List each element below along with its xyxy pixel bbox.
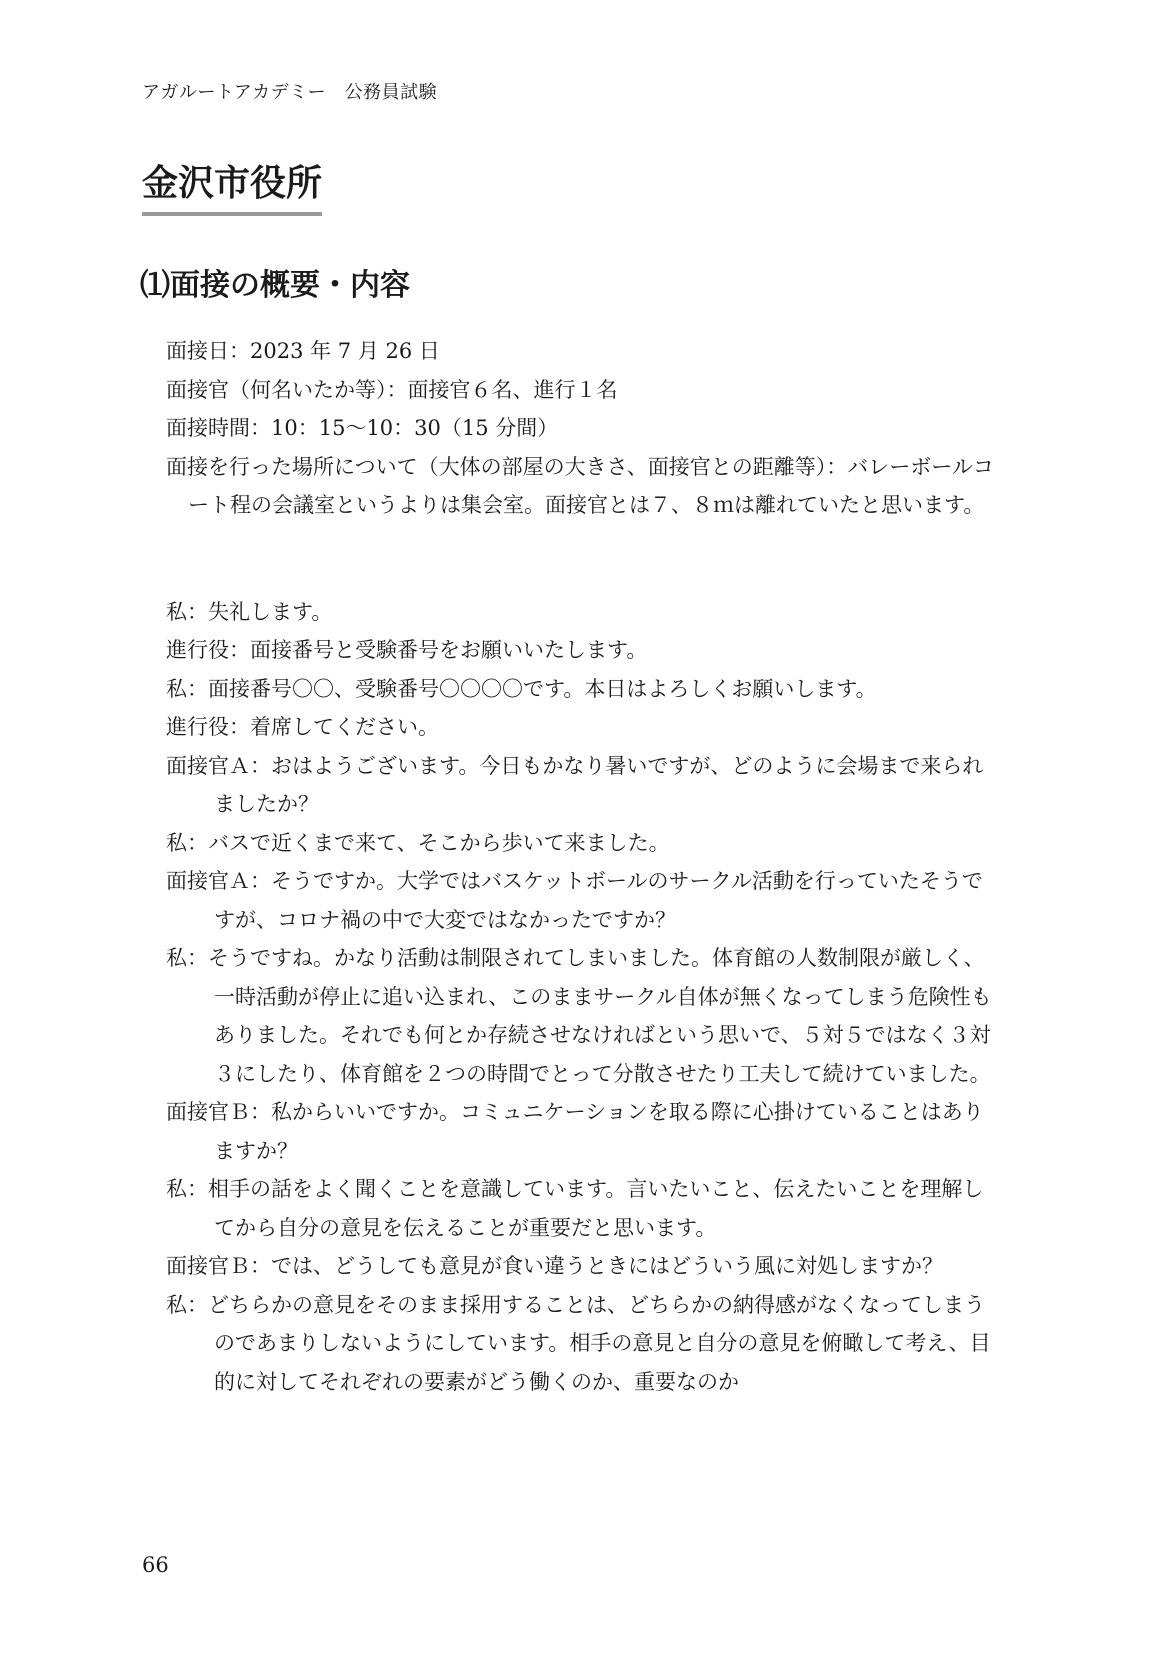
overview-item: 面接を行った場所について（大体の部屋の大きさ、面接官との距離等）：バレーボールコート程の会議室というよりは集会室。面接官とは７、８ｍは離れていたと思います。	[166, 454, 994, 517]
speaker-label: 面接官Ｂ	[166, 1100, 250, 1124]
dialogue-line: 進行役：着席してください。	[166, 715, 439, 739]
page-title: 金沢市役所	[142, 160, 322, 216]
dialogue-text: そうですか。大学ではバスケットボールのサークル活動を行っていたそうですが、コロナ禍の中で大変ではなかったですか？	[214, 869, 983, 932]
speaker-label: 私	[166, 599, 187, 624]
overview-label: 面接を行った場所について（大体の部屋の大きさ、面接官との距離等）	[166, 454, 827, 479]
interview-overview	[166, 332, 1000, 525]
speaker-label: 面接官Ａ	[166, 753, 250, 778]
overview-value: バレーボールコート程の会議室というよりは集会室。面接官とは７、８ｍは離れていたと思います。	[188, 454, 994, 517]
overview-value: 10：15〜10：30（15 分間）	[271, 416, 559, 440]
section-heading: ⑴面接の概要・内容	[140, 268, 410, 303]
dialogue-line: 面接官Ｂ：では、どうしても意見が食い違うときにはどういう風に対処しますか？	[166, 1254, 943, 1278]
overview-label: 面接日	[166, 339, 229, 363]
dialogue-text: 着席してください。	[250, 715, 439, 739]
speaker-label: 私	[166, 1292, 187, 1317]
overview-value: 2023 年 7 月 26 日	[250, 339, 440, 363]
overview-label: 面接時間	[166, 416, 250, 440]
dialogue-text: バスで近くまで来て、そこから歩いて来ました。	[208, 830, 670, 855]
speaker-label: 私	[166, 830, 187, 855]
dialogue-text: 面接番号〇〇、受験番号〇〇〇〇です。本日はよろしくお願いします。	[208, 676, 877, 701]
document-body	[166, 332, 1000, 1401]
speaker-label: 面接官Ａ	[166, 869, 250, 893]
dialogue-line: 私：失礼します。	[166, 599, 333, 624]
dialogue-line: 進行役：面接番号と受験番号をお願いいたします。	[166, 638, 648, 662]
dialogue-text: 私からいいですか。コミュニケーションを取る際に心掛けていることはありますか？	[214, 1100, 984, 1163]
dialogue-text: 面接番号と受験番号をお願いいたします。	[250, 638, 648, 662]
dialogue-text: では、どうしても意見が食い違うときにはどういう風に対処しますか？	[271, 1254, 943, 1278]
speaker-label: 私	[166, 676, 187, 701]
dialogue-text: 失礼します。	[208, 599, 333, 624]
dialogue-line: 面接官Ａ：おはようございます。今日もかなり暑いですが、どのように会場まで来られましたか？	[166, 753, 984, 816]
overview-item: 面接官（何名いたか等）：面接官６名、進行１名	[166, 377, 618, 402]
overview-label: 面接官（何名いたか等）	[166, 377, 387, 402]
overview-item: 面接日：2023 年 7 月 26 日	[166, 339, 440, 363]
overview-item: 面接時間：10：15〜10：30（15 分間）	[166, 416, 559, 440]
dialogue-line: 面接官Ａ：そうですか。大学ではバスケットボールのサークル活動を行っていたそうですが、コロナ禍の中で大変ではなかったですか？	[166, 869, 983, 932]
dialogue-line: 私：どちらかの意見をそのまま採用することは、どちらかの納得感がなくなってしまうのであまりしないようにしています。相手の意見と自分の意見を俯瞰して考え、目的に対してそれぞれの要素がどう働くのか、重要なのか	[166, 1292, 991, 1394]
dialogue-line: 私：面接番号〇〇、受験番号〇〇〇〇です。本日はよろしくお願いします。	[166, 676, 877, 701]
interview-dialogue	[166, 593, 1000, 1402]
dialogue-line: 私：バスで近くまで来て、そこから歩いて来ました。	[166, 830, 670, 855]
dialogue-text: 相手の話をよく聞くことを意識しています。言いたいこと、伝えたいことを理解してから自分の意見を伝えることが重要だと思います。	[208, 1177, 984, 1240]
dialogue-text: どちらかの意見をそのまま採用することは、どちらかの納得感がなくなってしまうのであまりしないようにしています。相手の意見と自分の意見を俯瞰して考え、目的に対してそれぞれの要素がどう働くのか、重要なのか	[208, 1292, 991, 1394]
dialogue-line: 私：相手の話をよく聞くことを意識しています。言いたいこと、伝えたいことを理解してから自分の意見を伝えることが重要だと思います。	[166, 1177, 984, 1240]
speaker-label: 進行役	[166, 715, 229, 739]
running-header: アガルートアカデミー 公務員試験	[142, 82, 438, 103]
speaker-label: 私	[166, 946, 187, 970]
dialogue-line: 面接官Ｂ：私からいいですか。コミュニケーションを取る際に心掛けていることはありますか？	[166, 1100, 984, 1163]
dialogue-text: おはようございます。今日もかなり暑いですが、どのように会場まで来られましたか？	[214, 753, 984, 816]
speaker-label: 面接官Ｂ	[166, 1254, 250, 1278]
overview-value: 面接官６名、進行１名	[407, 377, 618, 402]
page-number: 66	[142, 1553, 169, 1577]
dialogue-line: 私：そうですね。かなり活動は制限されてしまいました。体育館の人数制限が厳しく、一時活動が停止に追い込まれ、このままサークル自体が無くなってしまう危険性もありました。それでも何とか存続させなければという思いで、５対５ではなく３対３にしたり、体育館を２つの時間でとって分散させたり工夫して続けていました。	[166, 946, 992, 1086]
speaker-label: 私	[166, 1177, 187, 1201]
dialogue-text: そうですね。かなり活動は制限されてしまいました。体育館の人数制限が厳しく、一時活動が停止に追い込まれ、このままサークル自体が無くなってしまう危険性もありました。それでも何とか存続させなければという思いで、５対５ではなく３対３にしたり、体育館を２つの時間でとって分散させたり工夫して続けていました。	[208, 946, 992, 1086]
speaker-label: 進行役	[166, 638, 229, 662]
